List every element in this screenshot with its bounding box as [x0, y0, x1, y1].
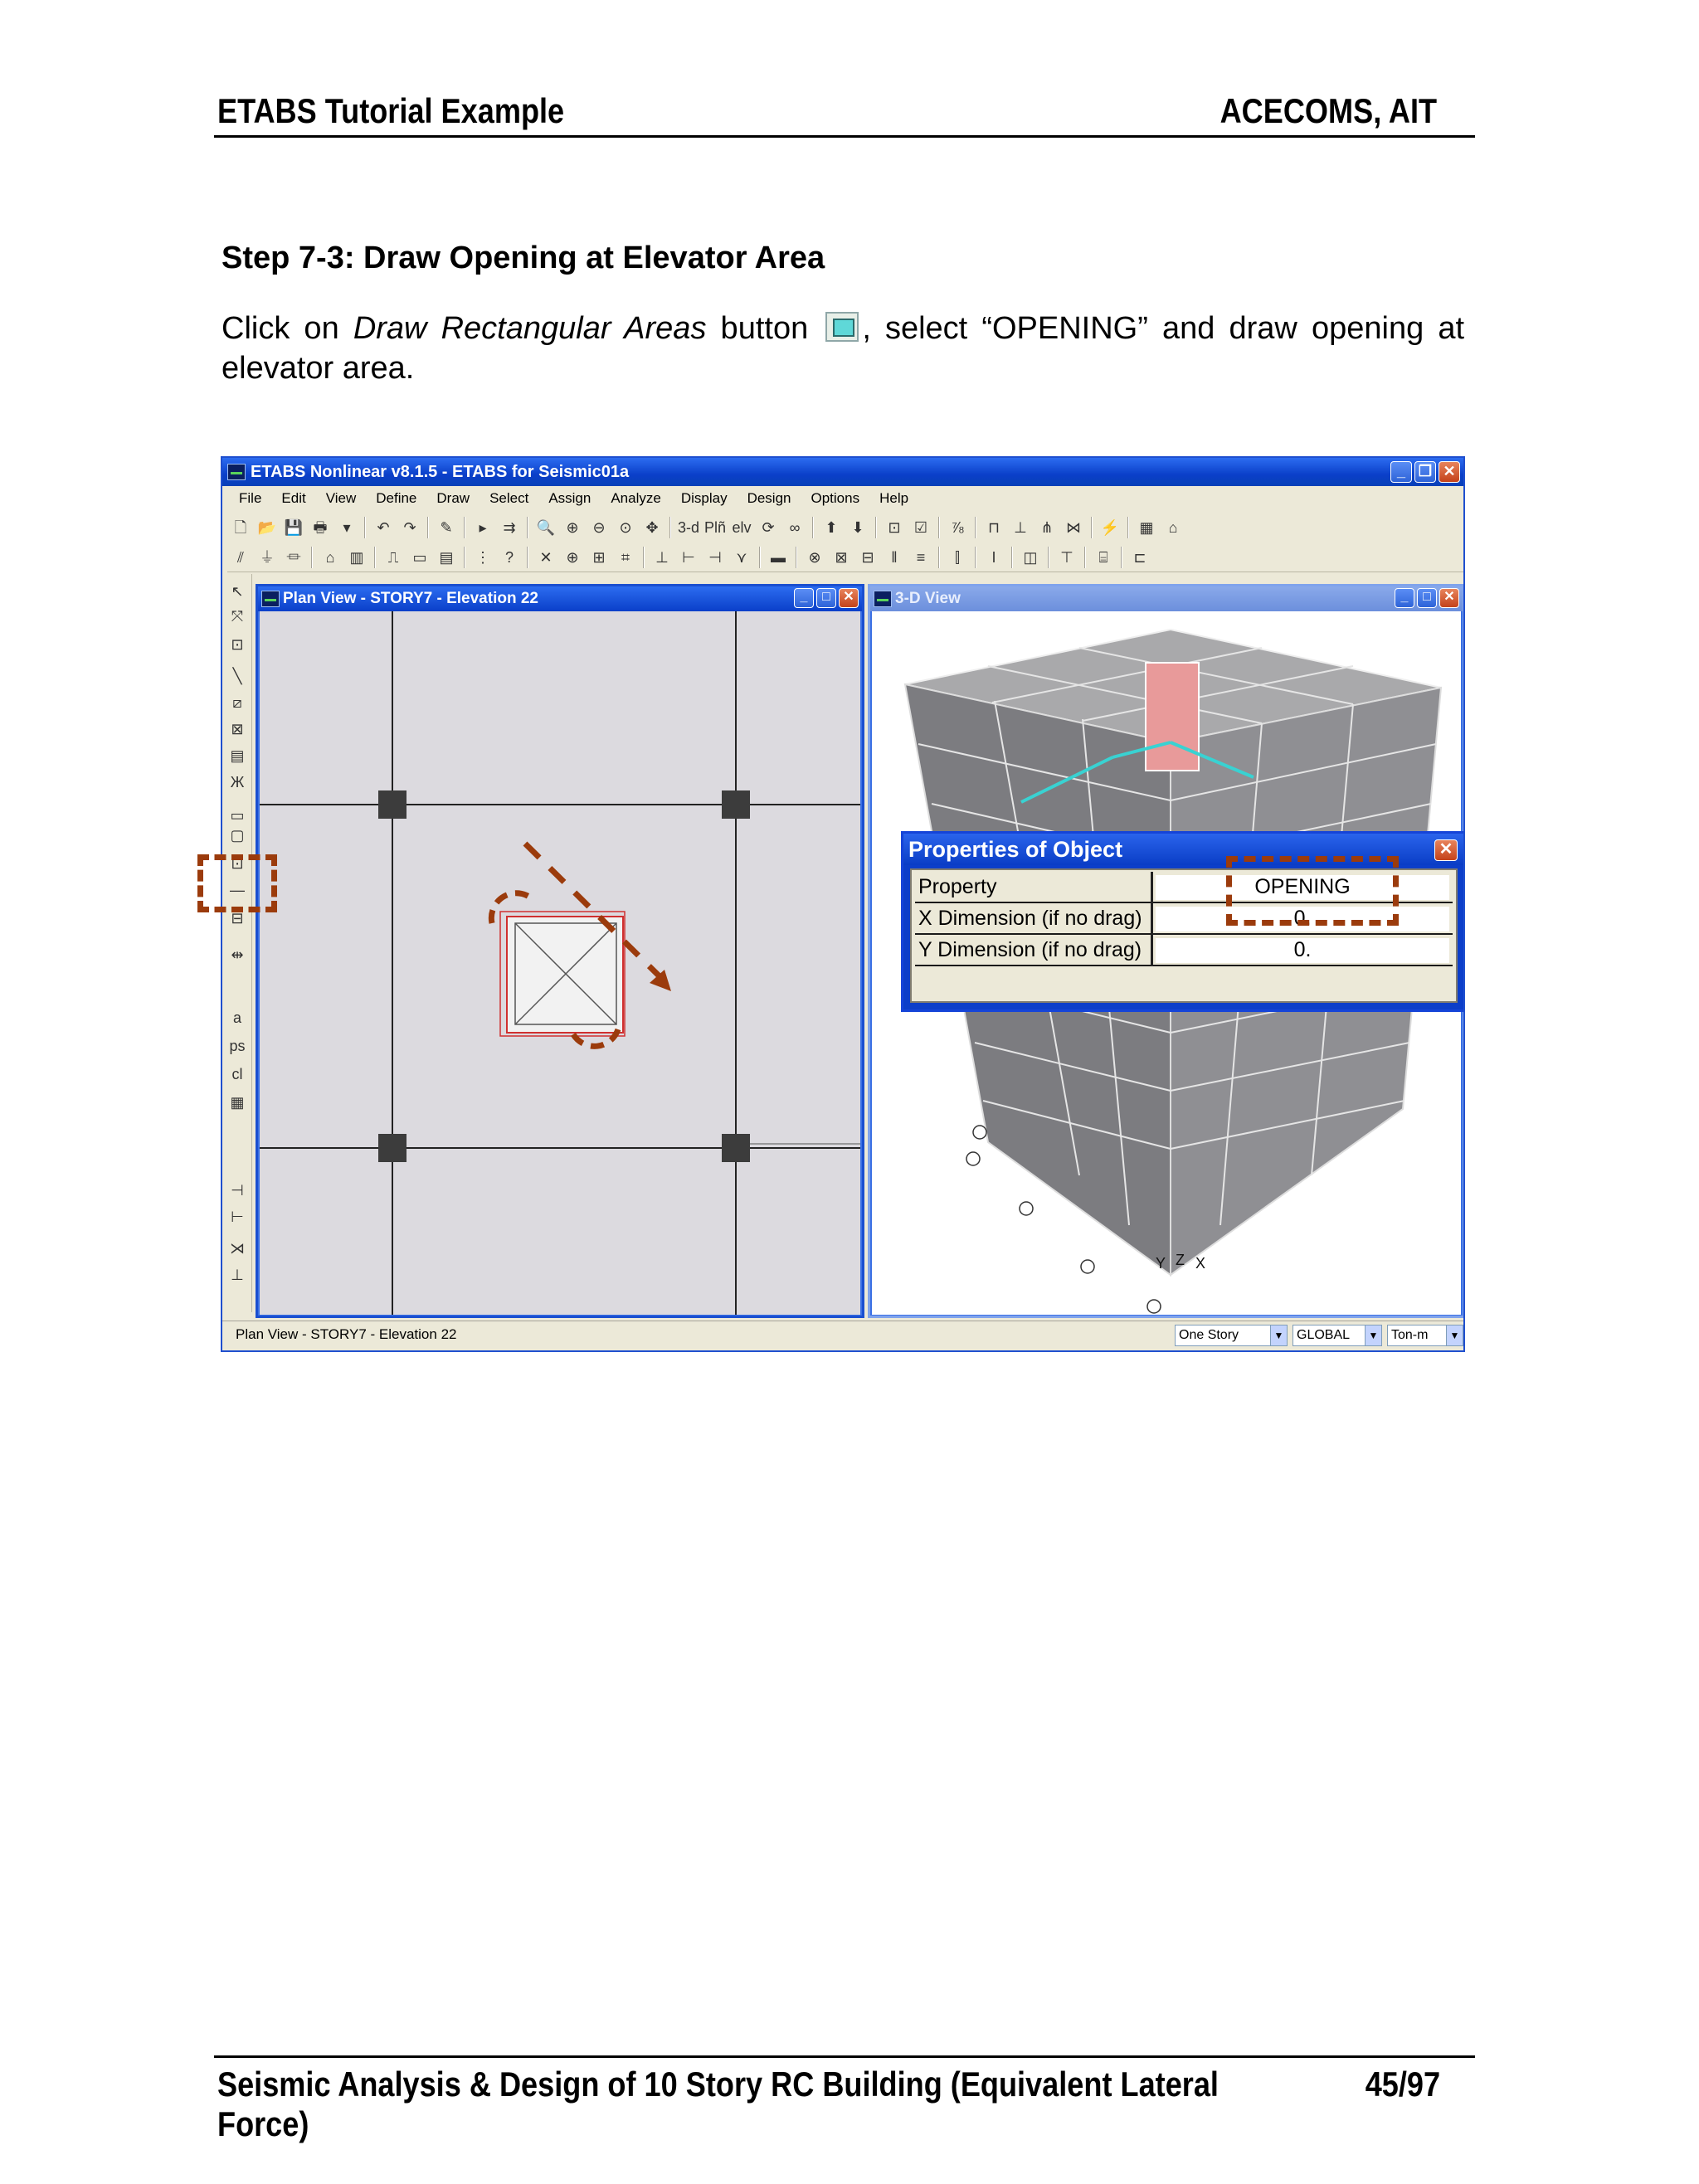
axis-label-z: Z: [1176, 1252, 1185, 1268]
menu-bar: [222, 486, 1463, 511]
draw-wall-icon[interactable]: ⌸: [1098, 548, 1108, 566]
perspective-icon[interactable]: ∞: [789, 519, 801, 536]
status-text: Plan View - STORY7 - Elevation 22: [236, 1326, 457, 1342]
plan-view-titlebar: [258, 586, 862, 611]
step-instruction: [222, 309, 1464, 388]
page-number: 45/97: [1365, 2065, 1440, 2104]
view3d-close-button[interactable]: ✕: [1439, 588, 1459, 608]
joint-icon[interactable]: ⋔: [1040, 519, 1054, 536]
draw-area-icon[interactable]: ◫: [1023, 548, 1038, 566]
steel-design-icon[interactable]: ⫽: [236, 548, 245, 566]
header-title: ETABS Tutorial Example: [217, 91, 565, 130]
status-bar: [222, 1321, 1463, 1349]
menu-select[interactable]: Select: [489, 490, 529, 506]
draw-line-objects-icon[interactable]: ╲: [232, 668, 242, 684]
draw-columns-icon[interactable]: ⊠: [231, 721, 244, 737]
wall-design-icon[interactable]: ⌂: [325, 548, 335, 566]
etabs-logo-icon: [227, 464, 246, 480]
menu-options[interactable]: Options: [811, 490, 860, 506]
beam-icon[interactable]: ⊢: [682, 548, 695, 566]
select-all-icon[interactable]: a: [232, 1009, 241, 1026]
plan-minimize-button[interactable]: _: [794, 588, 814, 608]
print-tables-icon[interactable]: ▾: [343, 519, 351, 536]
forces-icon[interactable]: ▭: [412, 548, 427, 566]
plan-view-window[interactable]: [256, 584, 864, 1318]
instruction-text-2: button: [706, 311, 823, 346]
animation-icon[interactable]: ⇉: [503, 519, 516, 536]
snap-ends-icon[interactable]: ⊢: [231, 1209, 244, 1225]
open-file-icon[interactable]: 📂: [257, 519, 277, 536]
axis-label-y: Y: [1156, 1255, 1166, 1272]
menu-display[interactable]: Display: [680, 490, 728, 506]
design-icon[interactable]: ⌂: [1168, 519, 1178, 536]
plan-view-title: Plan View - STORY7 - Elevation 22: [283, 590, 538, 607]
draw-point-icon[interactable]: ⊤: [1060, 548, 1073, 566]
frame-section-icon[interactable]: ⊓: [987, 519, 1000, 536]
floor-icon[interactable]: ▬: [771, 548, 786, 566]
elevation-view-button[interactable]: elv: [732, 519, 752, 536]
concrete-design-icon[interactable]: ⏚: [260, 548, 275, 566]
minimize-button[interactable]: _: [1390, 461, 1412, 483]
axis-label-x: X: [1195, 1255, 1206, 1272]
pan-icon[interactable]: ✥: [645, 519, 659, 536]
move-up-icon[interactable]: ⬆: [825, 519, 838, 536]
x-dimension-label: X Dimension (if no drag): [918, 907, 1142, 930]
app-title: ETABS Nonlinear v8.1.5 - ETABS for Seismic01a: [251, 463, 630, 481]
menu-edit[interactable]: Edit: [281, 490, 306, 506]
view-3d-button[interactable]: 3-d: [678, 519, 700, 536]
y-dimension-input[interactable]: 0.: [1156, 938, 1449, 963]
help-query-icon[interactable]: ?: [504, 548, 514, 566]
intersecting-line-icon[interactable]: ▦: [230, 1094, 245, 1111]
dimension-icon[interactable]: ⫿: [955, 548, 960, 566]
pier-icon[interactable]: ⊟: [861, 548, 874, 566]
column-icon[interactable]: ⊣: [708, 548, 722, 566]
menu-draw[interactable]: Draw: [436, 490, 470, 506]
chevron-down-icon: ▼: [1446, 1325, 1463, 1345]
print-icon[interactable]: 🖶: [313, 519, 328, 536]
replicate-icon[interactable]: ⊞: [592, 548, 606, 566]
x-dimension-input[interactable]: 0.: [1156, 907, 1449, 931]
plan-view-icon: [261, 591, 280, 607]
zoom-window-icon[interactable]: 🔍: [536, 519, 556, 536]
view3d-minimize-button[interactable]: _: [1395, 588, 1414, 608]
zoom-out-icon[interactable]: ⊖: [592, 519, 606, 536]
menu-assign[interactable]: Assign: [548, 490, 591, 506]
new-file-icon[interactable]: 🗋: [234, 519, 247, 536]
deformed-shape-icon[interactable]: ⎍: [387, 548, 399, 566]
coordinate-system-dropdown[interactable]: [1293, 1325, 1382, 1346]
mesh-icon[interactable]: ⊕: [566, 548, 579, 566]
previous-selection-icon[interactable]: ps: [229, 1038, 246, 1054]
footer-title: Seismic Analysis & Design of 10 Story RC Building (Equivalent Lateral Force): [217, 2065, 1219, 2143]
app-titlebar: [222, 458, 1463, 486]
composite-design-icon[interactable]: ⏛: [286, 548, 301, 566]
draw-braces-icon[interactable]: Ж: [230, 774, 245, 790]
menu-view[interactable]: View: [325, 490, 357, 506]
undo-icon[interactable]: ↶: [377, 519, 390, 536]
draw-beams-icon[interactable]: ▤: [230, 747, 245, 764]
story-dropdown-value: One Story: [1179, 1328, 1239, 1342]
rectangular-area-button-highlight: [197, 854, 277, 912]
draw-areas-click-icon[interactable]: ⊡: [231, 855, 244, 872]
elevator-opening-shaft: [1146, 663, 1199, 771]
column-3: [378, 1134, 406, 1162]
delete-icon[interactable]: ✕: [539, 548, 553, 566]
plan-maximize-button[interactable]: □: [816, 588, 836, 608]
main-toolbar: [227, 513, 1463, 542]
wall-icon[interactable]: ≡: [916, 548, 926, 566]
move-down-icon[interactable]: ⬇: [851, 519, 864, 536]
restraint-icon[interactable]: ⊥: [1014, 519, 1027, 536]
plan-close-button[interactable]: ✕: [839, 588, 859, 608]
step-title: Step 7-3: Draw Opening at Elevator Area: [222, 241, 825, 275]
header-org: ACECOMS, AIT: [1219, 91, 1437, 130]
link-icon[interactable]: ⊗: [808, 548, 821, 566]
page-footer: [214, 2055, 1475, 2143]
view-3d-title: 3-D View: [895, 590, 961, 607]
zoom-in-icon[interactable]: ⊕: [566, 519, 579, 536]
draw-developed-icon[interactable]: ⊏: [1133, 548, 1146, 566]
y-dimension-label: Y Dimension (if no drag): [918, 938, 1142, 961]
column-1: [378, 790, 406, 819]
snap-intersections-icon[interactable]: ⋊: [230, 1240, 245, 1257]
assign-icon[interactable]: ⅞: [951, 519, 964, 536]
property-label: Property: [918, 875, 997, 898]
menu-analyze[interactable]: Analyze: [611, 490, 661, 506]
instruction-button-name: Draw Rectangular Areas: [353, 311, 707, 346]
menu-design[interactable]: Design: [747, 490, 791, 506]
lock-icon[interactable]: ✎: [440, 519, 453, 536]
plan-drawing: [260, 611, 860, 1315]
rotate-3d-icon[interactable]: ⟳: [762, 519, 775, 536]
snap-points-icon[interactable]: ⊣: [231, 1182, 244, 1199]
draw-walls-icon[interactable]: —: [230, 882, 245, 898]
view-3d-titlebar: [870, 586, 1463, 611]
stress-icon[interactable]: ▤: [439, 548, 454, 566]
draw-rectangular-areas-icon: [825, 312, 859, 342]
set-display-options-icon[interactable]: ☑: [913, 519, 928, 536]
run-analysis-icon[interactable]: ▸: [479, 519, 487, 536]
draw-line-icon[interactable]: I: [991, 548, 996, 566]
object-shrink-icon[interactable]: ⊡: [888, 519, 901, 536]
properties-close-button[interactable]: ✕: [1434, 839, 1458, 861]
clear-selection-icon[interactable]: cl: [231, 1066, 243, 1082]
lightning-icon[interactable]: ⚡: [1100, 519, 1120, 536]
page-header: [214, 90, 1475, 138]
column-4: [722, 1134, 750, 1162]
loads-icon[interactable]: ⋈: [1066, 519, 1081, 536]
draw-point-objects-icon[interactable]: ⊡: [231, 636, 244, 653]
show-tables-icon[interactable]: ▦: [1139, 519, 1154, 536]
instruction-text-3: , select “OPENING” and draw opening at elevator area.: [222, 311, 1465, 386]
draw-rectangular-areas-button[interactable]: ▢: [230, 827, 245, 844]
chevron-down-icon: ▼: [1365, 1325, 1381, 1345]
reshape-icon[interactable]: ⤧: [231, 608, 244, 625]
properties-dialog-title: Properties of Object: [903, 834, 1464, 865]
view-3d-icon: [874, 591, 892, 607]
instruction-text-1: Click on: [222, 311, 353, 346]
pointer-icon[interactable]: ↖: [231, 583, 244, 600]
coord-dropdown-value: GLOBAL: [1297, 1328, 1351, 1342]
close-button[interactable]: ✕: [1439, 461, 1460, 483]
restore-button[interactable]: ❐: [1414, 461, 1436, 483]
y-dimension-row: [915, 935, 1453, 966]
spandrel-icon[interactable]: ‖: [891, 548, 898, 566]
brace-icon[interactable]: ⋎: [736, 548, 747, 566]
units-dropdown-value: Ton-m: [1391, 1328, 1429, 1342]
redo-icon[interactable]: ↷: [403, 519, 416, 536]
property-value-select[interactable]: OPENING: [1156, 875, 1449, 900]
chevron-down-icon: ▼: [1270, 1325, 1287, 1345]
menu-file[interactable]: File: [239, 490, 262, 506]
save-icon[interactable]: 💾: [284, 519, 304, 536]
menu-help[interactable]: Help: [879, 490, 909, 506]
zoom-restore-icon[interactable]: ⊙: [619, 519, 632, 536]
draw-area-objects-icon[interactable]: ▭: [230, 807, 245, 824]
plan-view-button[interactable]: Plñ: [704, 519, 727, 536]
secondary-toolbar: [227, 542, 1463, 572]
view3d-maximize-button[interactable]: □: [1417, 588, 1437, 608]
area-icon[interactable]: ⊠: [835, 548, 848, 566]
draw-lines-region-icon[interactable]: ⧄: [232, 694, 242, 711]
plan-view-canvas[interactable]: [260, 611, 860, 1315]
opening-property-highlight: [1226, 856, 1399, 926]
menu-define[interactable]: Define: [376, 490, 417, 506]
story-icon[interactable]: ⋮: [475, 548, 490, 566]
divide-icon[interactable]: ⌗: [621, 548, 630, 566]
story-dropdown[interactable]: [1175, 1325, 1288, 1346]
column-2: [722, 790, 750, 819]
draw-toolbar: [222, 574, 252, 1312]
shear-wall-icon[interactable]: ▥: [349, 548, 364, 566]
section-cut-icon[interactable]: ⊥: [655, 548, 669, 566]
snap-perpendicular-icon[interactable]: ⊥: [231, 1267, 244, 1283]
draw-wall-regions-icon[interactable]: ⊟: [231, 910, 244, 927]
draw-dimension-icon[interactable]: ⇹: [231, 946, 244, 963]
units-dropdown[interactable]: [1387, 1325, 1463, 1346]
